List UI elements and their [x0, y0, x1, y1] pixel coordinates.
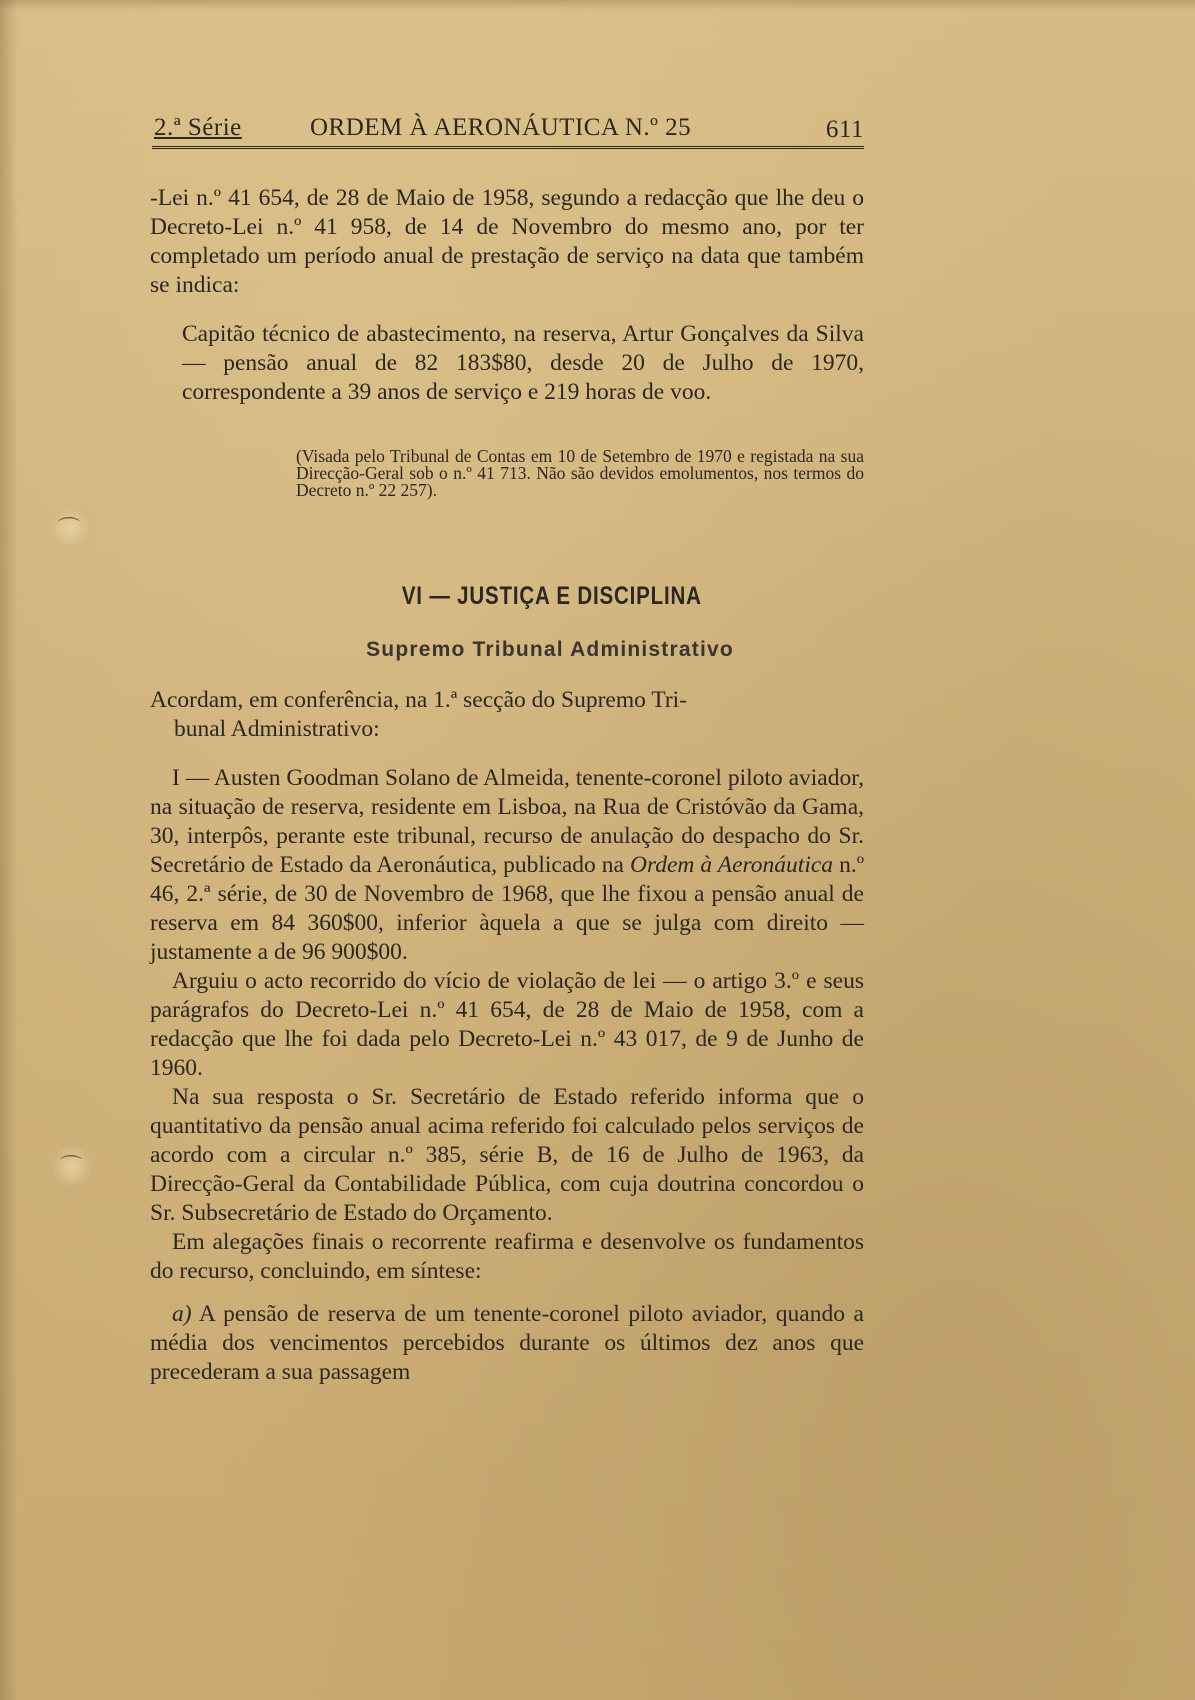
page-top-shadow	[0, 0, 1195, 10]
ruling-paragraph-5-label: a)	[172, 1301, 192, 1327]
ruling-body	[150, 686, 864, 1387]
ruling-paragraph-1-part1: I — Austen Goodman Solano de Almeida, tenente-coronel piloto aviador, na situação de reserva, residente em Lisboa, na Rua de Cristóvão da Gama, 30, interpôs, perante este tribunal, recurso de anulação do despacho do Sr. Secretário de Estado da Aeronáutica, publicado na	[150, 765, 864, 878]
pension-entry	[182, 320, 864, 407]
page-header	[152, 112, 864, 149]
page-number: 611	[825, 116, 864, 143]
ruling-paragraph-5	[150, 1300, 864, 1387]
publication-title: ORDEM À AERONÁUTICA N.º 25	[310, 114, 692, 141]
series-label: 2.ª Série	[154, 114, 242, 141]
visa-note	[296, 448, 864, 499]
punch-hole-mark-icon: ⌒	[58, 517, 81, 542]
ruling-paragraph-3: Na sua resposta o Sr. Secretário de Estado referido informa que o quantitativo da pensão anual acima referido foi calculado pelos serviços de acordo com a circular n.º 385, série B, de 16 de Julho de 1963, da Direcção-Geral da Contabilidade Pública, com cuja doutrina concordou o Sr. Subsecretário de Estado do Orçamento.	[150, 1084, 864, 1226]
ruling-paragraph-1	[150, 764, 864, 967]
visa-note-text: (Visada pelo Tribunal de Contas em 10 de Setembro de 1970 e registada na sua Direcção-Geral sob o n.º 41 713. Não são devidos emolumentos, nos termos do Decreto n.º 22 257).	[296, 446, 864, 500]
punch-hole-top	[48, 506, 92, 550]
ruling-paragraph-2: Arguiu o acto recorrido do vício de violação de lei — o artigo 3.º e seus parágrafos do Decreto-Lei n.º 41 654, de 28 de Maio de 1958, com a redacção que lhe foi dada pelo Decreto-Lei n.º 43 017, de 9 de Junho de 1960.	[150, 968, 864, 1081]
punch-hole-mark-icon: ⌒	[60, 1155, 83, 1180]
court-name-heading: Supremo Tribunal Administrativo	[366, 638, 734, 661]
ruling-paragraph-1-part2: n.º 46, 2.ª série, de 30 de Novembro de 1968, que lhe fixou a pensão anual de reserva em 84 360$00, inferior àquela a que se julga com direito — justamente a de 96 900$00.	[150, 852, 864, 965]
page-edge-shadow	[0, 0, 18, 1700]
pension-entry-text: Capitão técnico de abastecimento, na reserva, Artur Gonçalves da Silva — pensão anual de 82 183$80, desde 20 de Julho de 1970, correspondente a 39 anos de serviço e 219 horas de voo.	[182, 321, 864, 405]
punch-hole-bottom	[50, 1144, 94, 1188]
ruling-opening-line2: bunal Administrativo:	[174, 716, 380, 742]
ruling-paragraph-5-text: A pensão de reserva de um tenente-coronel piloto aviador, quando a média dos vencimentos percebidos durante os últimos dez anos que precederam a sua passagem	[150, 1301, 864, 1385]
ruling-opening-line1: Acordam, em conferência, na 1.ª secção do Supremo Tri-	[150, 687, 688, 713]
ruling-paragraph-4: Em alegações finais o recorrente reafirma e desenvolve os fundamentos do recurso, concluindo, em síntese:	[150, 1229, 864, 1284]
intro-text: -Lei n.º 41 654, de 28 de Maio de 1958, segundo a redacção que lhe deu o Decreto-Lei n.º 41 958, de 14 de Novembro do mesmo ano, por ter completado um período anual de prestação de serviço na data que também se indica:	[150, 185, 864, 298]
ruling-paragraph-1-italic: Ordem à Aeronáutica	[629, 852, 834, 878]
intro-paragraph	[150, 184, 864, 300]
section-heading: VI — JUSTIÇA E DISCIPLINA	[401, 582, 702, 610]
